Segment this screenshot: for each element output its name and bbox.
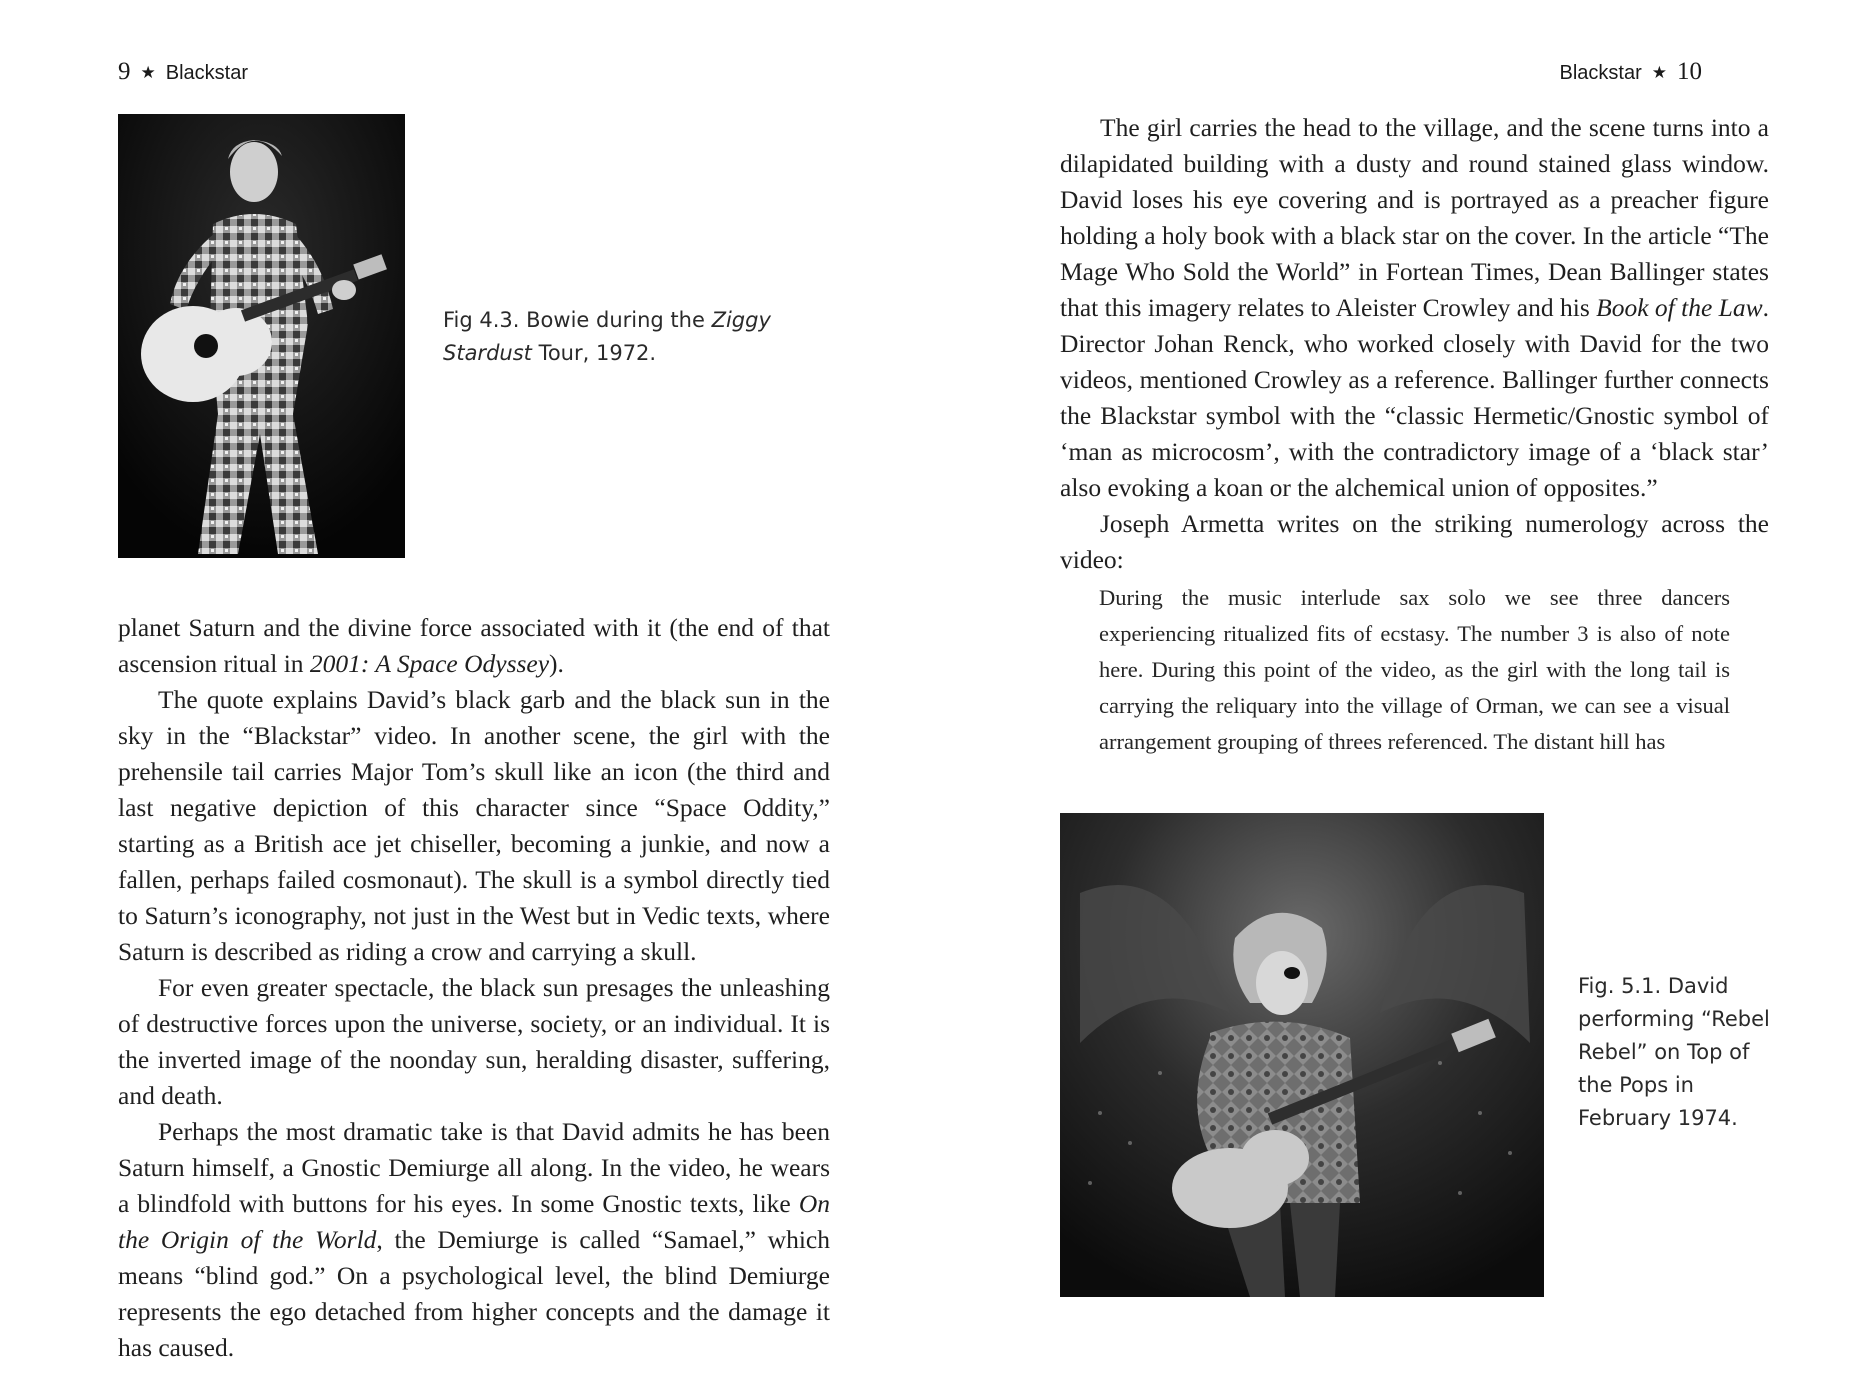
figure-photo-ziggy [118,114,405,558]
paragraph: Perhaps the most dramatic take is that David admits he has been Saturn himself, a Gnostic Demiurge all along. In the video, he wears a blindfold with buttons for his eyes. In some Gnostic texts, like On the Origin of the World, the Demiurge is called “Samael,” which means “blind god.” On a psychological level, the blind Demiurge represents the ego detached from higher concepts and the damage it has caused. [118,1117,831,1362]
paragraph: planet Saturn and the divine force associated with it (the end of that ascension ritual in 2001: A Space Odyssey). [118,613,830,678]
star-icon: ★ [1651,63,1667,82]
figure-caption-ziggy: Fig 4.3. Bowie during the Ziggy Stardust Tour, 1972. [443,308,771,365]
right-body-text [1060,110,1769,578]
guitarist-photo-illustration [1060,813,1544,1297]
paragraph: The quote explains David’s black garb and the black sun in the sky in the “Blackstar” video. In another scene, the girl with the prehensile tail carries Major Tom’s skull like an icon (the third and last negative depiction of this character since “Space Oddity,” starting as a British ace jet chiseller, becoming a junkie, and now a fallen, perhaps failed cosmonaut). The skull is a symbol directly tied to Saturn’s iconography, not just in the West but in Vedic texts, where Saturn is described as riding a crow and carrying a skull. [118,685,830,966]
guitarist-photo-illustration [118,114,405,558]
running-title: Blackstar [165,62,248,84]
figure-caption-rebel-rebel: Fig. 5.1. David performing “Rebel Rebel” on Top of the Pops in February 1974. [1578,974,1770,1130]
running-head-left [118,58,248,86]
caption-italic-title: Ziggy Stardust [443,308,771,365]
block-quote: During the music interlude sax solo we see three dancers experiencing ritualized fits of ecstasy. The number 3 is also of note here. During this point of the video, as the girl with the long tail is carrying the reliquary into the village of Orman, we can see a visual arrangement grouping of threes referenced. The distant hill has [1099,585,1730,754]
paragraph: Joseph Armetta writes on the striking numerology across the video: [1060,509,1769,574]
running-title: Blackstar [1559,62,1642,84]
page-number: 10 [1677,58,1702,85]
star-icon: ★ [140,63,156,82]
right-page [933,0,1866,1400]
page-number: 9 [118,58,131,85]
left-body-text [118,610,830,1366]
running-head-right [1560,58,1703,86]
paragraph: For even greater spectacle, the black sun presages the unleashing of destructive forces upon the universe, society, or an individual. It is the inverted image of the noonday sun, heralding disaster, suffering, and death. [118,973,830,1110]
figure-photo-rebel-rebel [1060,813,1544,1297]
paragraph: The girl carries the head to the village, and the scene turns into a dilapidated building with a dusty and round stained glass window. David loses his eye covering and is portrayed as a preacher figure holding a holy book with a black star on the cover. In the article “The Mage Who Sold the World” in Fortean Times, Dean Ballinger states that this imagery relates to Aleister Crowley and his Book of the Law. Director Johan Renck, who worked closely with David for the two videos, mentioned Crowley as a reference. Ballinger further connects the Blackstar symbol with the “classic Hermetic/Gnostic symbol of ‘man as microcosm’, with the contradictory image of a ‘black star’ also evoking a koan or the alchemical union of opposites.” [1060,113,1769,502]
